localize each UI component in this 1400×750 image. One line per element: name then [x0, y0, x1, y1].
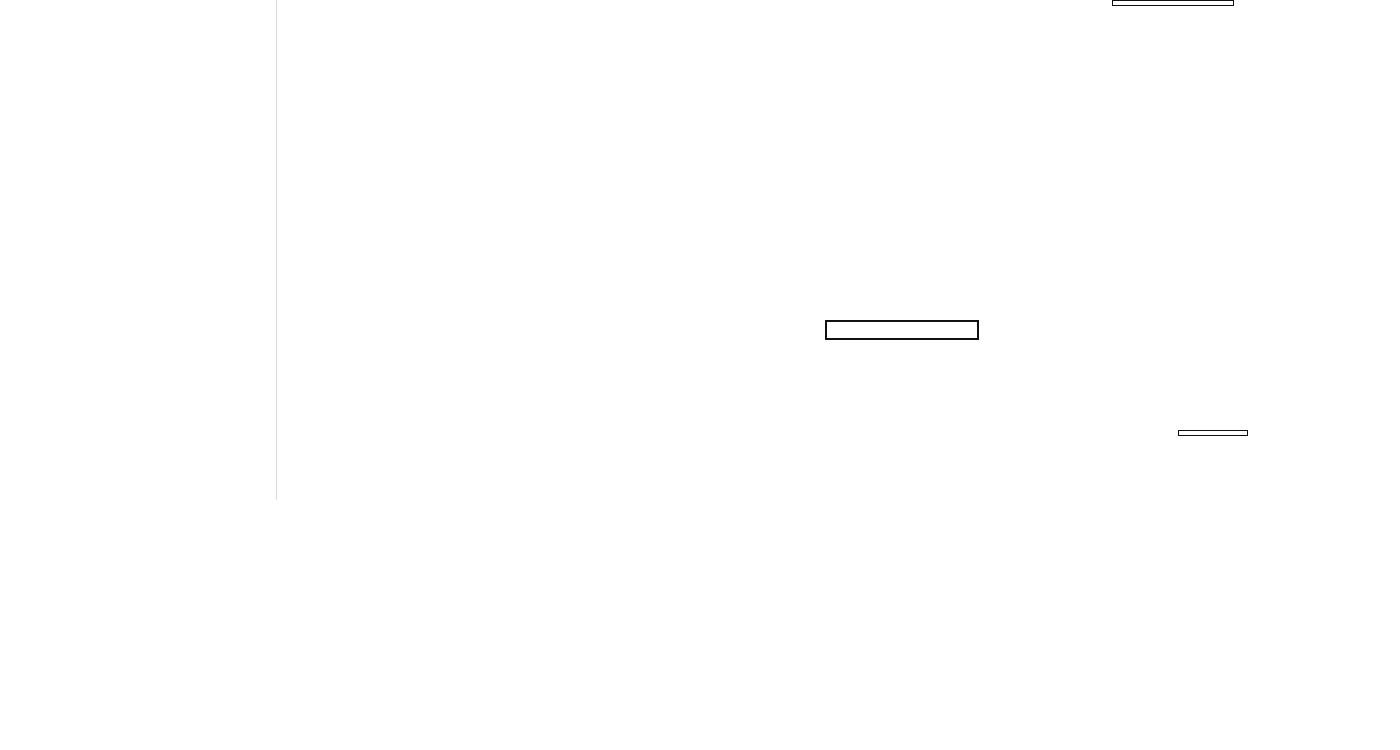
- menu-item: [825, 108, 1080, 120]
- item-heading: [583, 48, 808, 60]
- item-heading: [825, 86, 1080, 98]
- sides-box: [825, 320, 979, 340]
- item-heading: [825, 64, 1080, 76]
- item-heading: [583, 70, 808, 82]
- menu-item: [583, 92, 808, 104]
- menu-item: [583, 70, 808, 82]
- menu-item: [583, 218, 808, 230]
- item-heading: [583, 92, 808, 104]
- item-heading: [583, 114, 808, 126]
- bar-menu-panel-2: [288, 0, 532, 494]
- brunch-items-column: [1240, 250, 1380, 750]
- item-heading: [583, 26, 808, 38]
- menu-item: [583, 26, 808, 38]
- menu-item: [825, 42, 1080, 54]
- food-menu-left-column: [583, 16, 808, 516]
- item-heading: [583, 196, 808, 208]
- happys-hour-badge: [1112, 0, 1234, 6]
- item-heading: [825, 108, 1080, 120]
- menu-item: [583, 152, 808, 164]
- food-menu-right-column: [825, 10, 1080, 510]
- panel-divider: [276, 0, 277, 500]
- menu-item: [825, 20, 1080, 32]
- item-heading: [583, 152, 808, 164]
- item-heading: [583, 218, 808, 230]
- brunch-sides-box: [1178, 430, 1248, 436]
- item-heading: [583, 174, 808, 186]
- menu-item: [583, 196, 808, 208]
- menu-item: [583, 174, 808, 186]
- bar-menu-panel-1: [16, 0, 264, 494]
- item-heading: [825, 20, 1080, 32]
- menu-item: [825, 64, 1080, 76]
- menu-item: [583, 48, 808, 60]
- menu-item: [583, 114, 808, 126]
- brunch-juices-column: [1120, 250, 1242, 750]
- menu-item: [825, 86, 1080, 98]
- item-heading: [825, 42, 1080, 54]
